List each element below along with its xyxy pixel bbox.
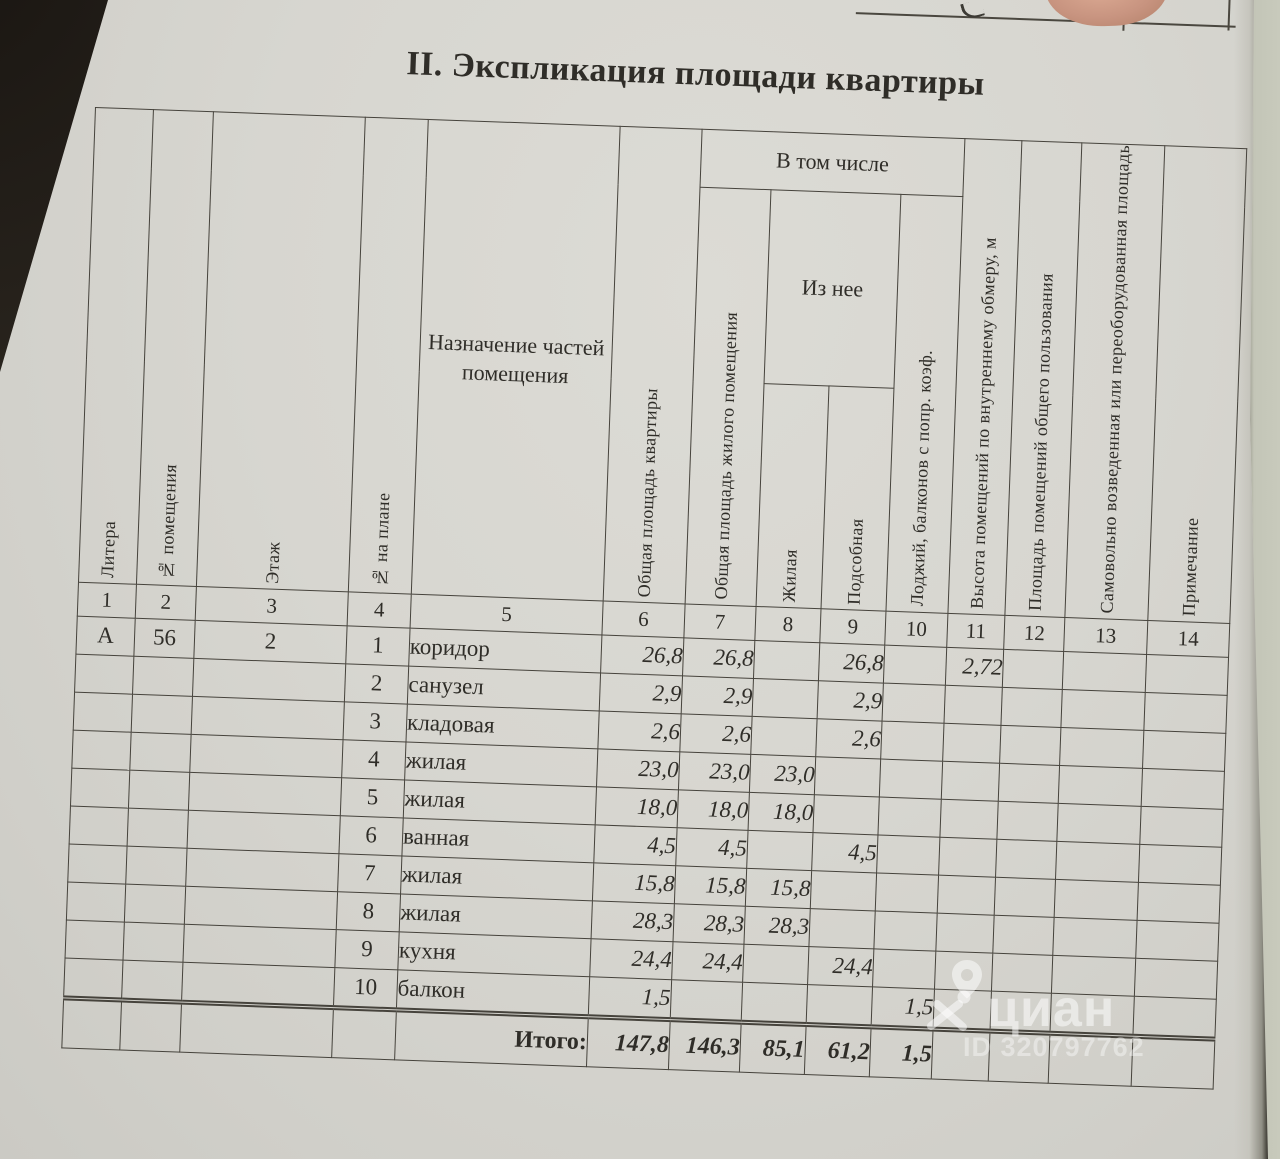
cell-note [1138, 844, 1221, 885]
header-note: Примечание [1148, 146, 1247, 624]
cell-room [123, 922, 184, 962]
cell-note [1137, 882, 1220, 923]
cell-loggia [881, 721, 944, 761]
header-auxiliary: Подсобная [821, 386, 894, 611]
cell-floor [186, 848, 339, 891]
cell-plan: 7 [338, 854, 402, 894]
cell-total: 18,0 [595, 787, 678, 828]
cell-living_total: 28,3 [673, 904, 745, 945]
cell-plan: 2 [344, 664, 408, 704]
cell-loggia [879, 759, 942, 799]
cell-common [997, 801, 1058, 841]
cell-purpose: кухня [398, 932, 591, 977]
cell-total: 1,5 [588, 977, 671, 1020]
cell-floor [188, 772, 341, 815]
cell-total: 2,9 [599, 673, 682, 714]
cell-note [1140, 806, 1223, 847]
cell-unauth [1054, 879, 1138, 920]
cell-floor [191, 696, 344, 739]
cell-aux: 24,4 [808, 946, 874, 986]
cell-room [131, 694, 192, 734]
column-number: 4 [347, 592, 411, 628]
total-loggia: 1,5 [869, 1027, 933, 1079]
cell-living_total: 26,8 [683, 638, 755, 679]
column-number: 13 [1064, 617, 1148, 654]
cell-purpose: жилая [399, 894, 592, 939]
area-explication-table [61, 107, 1247, 1090]
cell-living: 23,0 [749, 754, 815, 794]
header-floor: Этаж [196, 112, 365, 592]
cell-total: 24,4 [590, 939, 673, 980]
header-unauthorized-area: Самовольно возведенная или переоборудованная площадь [1065, 143, 1165, 621]
watermark-brand: циан [987, 980, 1116, 1038]
cell-room [127, 808, 188, 848]
cell-litera [69, 806, 128, 846]
column-number: 2 [135, 584, 196, 620]
cell-aux: 4,5 [812, 833, 878, 873]
cell-litera [64, 958, 123, 1000]
column-number: 14 [1147, 620, 1230, 657]
cell-common [998, 763, 1059, 803]
cell-total: 28,3 [591, 901, 674, 942]
cell-living: 28,3 [744, 906, 810, 946]
cell-purpose: ванная [402, 818, 595, 863]
cell-note [1144, 692, 1227, 733]
cell-living [747, 830, 813, 870]
cell-living [741, 982, 807, 1024]
cell-litera [70, 768, 129, 808]
total-label: Итого: [395, 1010, 589, 1067]
cell-loggia [882, 683, 945, 723]
cell-plan: 1 [346, 626, 410, 666]
column-number: 5 [410, 594, 603, 635]
cell-room [124, 884, 185, 924]
cell-note [1145, 654, 1228, 695]
cell-unauth [1056, 841, 1140, 882]
cell-height: 2,72 [945, 647, 1003, 687]
cell-note [1141, 768, 1224, 809]
column-number: 8 [755, 606, 821, 642]
cell-height [939, 837, 997, 877]
cell-litera [65, 920, 124, 960]
header-room-number: № помещения [136, 110, 213, 587]
cell-unauth [1060, 727, 1144, 768]
cell-total: 4,5 [594, 825, 677, 866]
header-living-total: Общая площадь жилого помещения [685, 187, 771, 606]
cell-purpose: жилая [403, 780, 596, 825]
cell-height [941, 761, 999, 801]
cell-floor [183, 924, 336, 967]
cell-unauth [1058, 765, 1142, 806]
cell-living_total: 15,8 [674, 866, 746, 907]
cell-living [751, 716, 817, 756]
cell-unauth [1062, 651, 1146, 692]
cell-litera [72, 730, 131, 770]
cell-purpose: кладовая [406, 704, 599, 749]
total-living_total: 146,3 [668, 1020, 741, 1073]
cell-height [936, 913, 994, 953]
cell-room [122, 960, 183, 1002]
cell-common [1002, 649, 1063, 689]
cell-purpose: жилая [401, 856, 594, 901]
cell-floor [180, 1002, 334, 1057]
cell-loggia [878, 797, 941, 837]
cell-plan: 4 [342, 740, 406, 780]
cell-aux [806, 984, 872, 1026]
cell-loggia [875, 873, 938, 913]
cell-common [1001, 687, 1062, 727]
cell-room [120, 1000, 182, 1052]
cell-unauth [1057, 803, 1141, 844]
cell-floor [187, 810, 340, 853]
cell-room [128, 770, 189, 810]
header-common-area: Площадь помещений общего пользования [1005, 141, 1082, 618]
header-loggia: Лоджий, балконов с попр. коэф. [886, 194, 963, 613]
cell-loggia [874, 911, 937, 951]
cell-litera [75, 654, 134, 694]
cell-living_total: 2,9 [681, 676, 753, 717]
cell-room [130, 732, 191, 772]
header-litera: Литера [78, 108, 153, 585]
header-purpose: Назначение частей помещения [411, 119, 620, 600]
cell-litera [73, 692, 132, 732]
cell-aux: 2,6 [816, 719, 882, 759]
cell-height [943, 723, 1001, 763]
cell-note [1143, 730, 1226, 771]
cell-common [994, 877, 1055, 917]
cell-aux [809, 908, 875, 948]
cell-purpose: балкон [396, 970, 589, 1017]
cell-living_total: 18,0 [677, 790, 749, 831]
column-number: 3 [195, 586, 348, 625]
cell-plan [332, 1007, 397, 1059]
cell-living_total: 23,0 [678, 752, 750, 793]
cell-living: 18,0 [748, 792, 814, 832]
cell-plan: 3 [343, 702, 407, 742]
cell-height [937, 875, 995, 915]
cell-aux: 2,9 [817, 681, 883, 721]
cell-total: 23,0 [597, 749, 680, 790]
cell-loggia: 1,5 [871, 987, 934, 1029]
cell-room [126, 846, 187, 886]
cell-living [753, 640, 819, 680]
cell-litera [68, 844, 127, 884]
watermark-id: ID 320797762 [963, 1032, 1145, 1062]
cell-height [940, 799, 998, 839]
cell-floor: 2 [194, 620, 347, 663]
cell-unauth [1061, 689, 1145, 730]
column-number: 7 [684, 604, 756, 641]
cell-total: 26,8 [601, 635, 684, 676]
cell-plan: 6 [339, 816, 403, 856]
cell-aux: 26,8 [818, 643, 884, 683]
header-of-it: Из нее [764, 190, 901, 389]
header-including: В том числе [700, 129, 965, 196]
total-total: 147,8 [586, 1017, 670, 1070]
header-total-area: Общая площадь квартиры [603, 126, 702, 604]
cell-loggia [883, 645, 946, 685]
cell-common [1000, 725, 1061, 765]
cell-total: 15,8 [592, 863, 675, 904]
cell-living [752, 678, 818, 718]
cell-aux [810, 871, 876, 911]
cell-floor [184, 886, 337, 929]
column-number: 12 [1004, 615, 1065, 651]
cell-loggia [877, 835, 940, 875]
cell-plan: 5 [340, 778, 404, 818]
cell-total: 2,6 [598, 711, 681, 752]
cell-floor [190, 734, 343, 777]
cell-living_total [670, 980, 742, 1023]
cell-height [944, 685, 1002, 725]
cell-living_total: 2,6 [680, 714, 752, 755]
cell-room [133, 656, 194, 696]
cell-living: 15,8 [745, 868, 811, 908]
column-number: 11 [947, 613, 1005, 649]
cell-purpose: санузел [407, 666, 600, 711]
cell-plan: 10 [333, 968, 397, 1010]
header-plan-number: № на плане [348, 117, 428, 594]
column-number: 9 [820, 609, 886, 645]
cell-living_total: 24,4 [672, 942, 744, 983]
total-living: 85,1 [739, 1022, 806, 1074]
cell-aux [813, 795, 879, 835]
cell-purpose: жилая [405, 742, 598, 787]
column-number: 1 [77, 582, 136, 618]
header-height: Высота помещений по внутреннему обмеру, м [948, 139, 1022, 616]
cell-plan: 9 [335, 930, 399, 970]
column-number: 10 [885, 611, 948, 647]
cell-plan: 8 [336, 892, 400, 932]
cian-watermark [915, 950, 1175, 1070]
cell-aux [814, 757, 880, 797]
cell-common [996, 839, 1057, 879]
cell-living_total: 4,5 [676, 828, 748, 869]
cell-purpose: коридор [409, 628, 602, 673]
total-aux: 61,2 [804, 1024, 871, 1076]
cell-litera: А [76, 616, 135, 656]
cell-room: 56 [134, 618, 195, 658]
cian-logo-icon [915, 950, 995, 1035]
cell-floor [192, 658, 345, 701]
page-title: II. Экспликация площади квартиры [405, 45, 986, 103]
cell-litera [66, 882, 125, 922]
cell-living [743, 944, 809, 984]
cell-litera [62, 998, 122, 1050]
column-number: 6 [602, 601, 685, 638]
header-living: Жилая [756, 384, 829, 609]
cell-floor [182, 962, 335, 1007]
